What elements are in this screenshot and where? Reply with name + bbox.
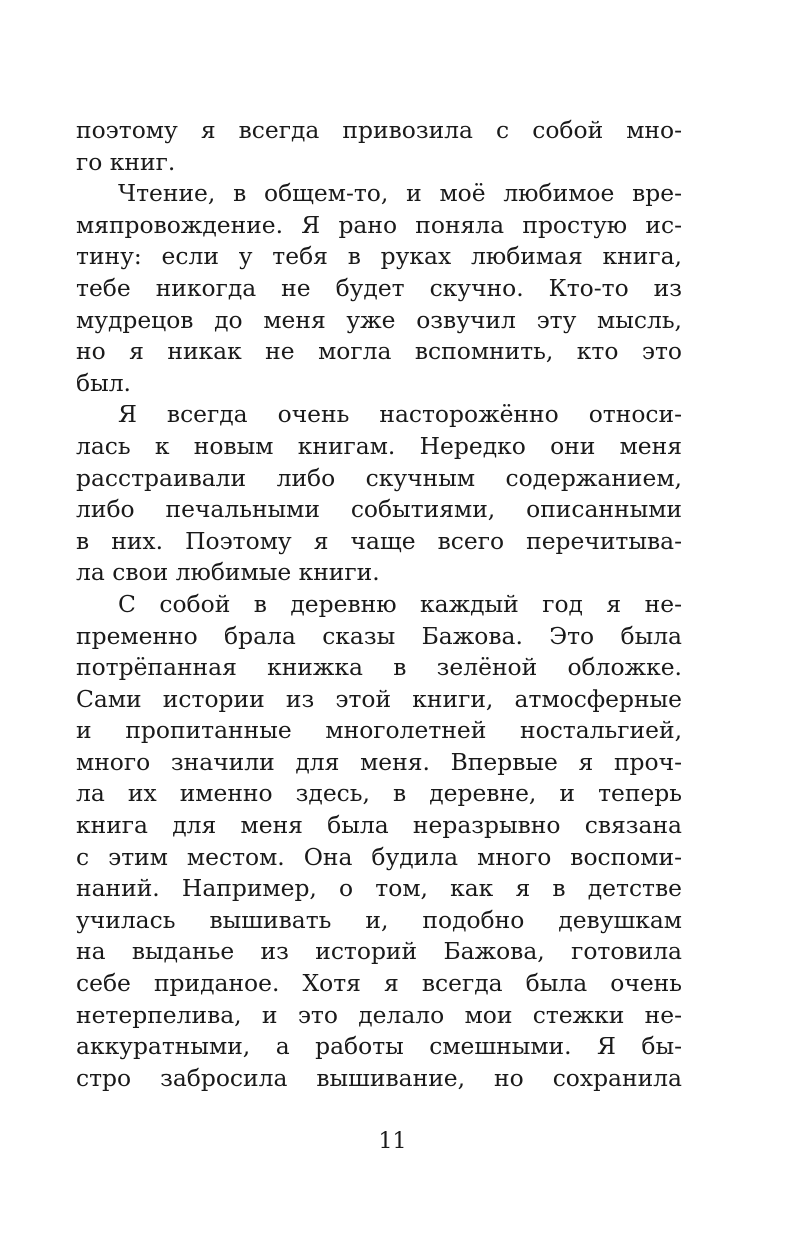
page-number: 11 xyxy=(378,1129,407,1154)
text-line: лась к новым книгам. Нередко они меня xyxy=(76,431,682,460)
text-line: ла их именно здесь, в деревне, и теперь xyxy=(76,779,682,808)
text-line: пременно брала сказы Бажова. Это была xyxy=(76,621,682,650)
text-line: себе приданое. Хотя я всегда была очень xyxy=(76,969,682,998)
text-line: тебе никогда не будет скучно. Кто-то из xyxy=(76,273,682,302)
text-line: с этим местом. Она будила много воспоми- xyxy=(76,842,682,871)
text-line: был. xyxy=(76,368,131,397)
text-line: но я никак не могла вспомнить, кто это xyxy=(76,337,682,366)
text-line: ла свои любимые книги. xyxy=(76,558,380,587)
text-line: Я всегда очень насторожённо относи- xyxy=(118,400,682,429)
text-line: го книг. xyxy=(76,147,176,176)
text-line: и пропитанные многолетней ностальгией, xyxy=(76,716,682,745)
text-line: в них. Поэтому я чаще всего перечитыва- xyxy=(76,526,682,555)
text-line: много значили для меня. Впервые я проч- xyxy=(76,747,682,776)
text-line: на выданье из историй Бажова, готовила xyxy=(76,937,682,966)
text-line: наний. Например, о том, как я в детстве xyxy=(76,874,682,903)
text-line: училась вышивать и, подобно девушкам xyxy=(76,905,682,934)
text-line: тину: если у тебя в руках любимая книга, xyxy=(76,242,682,271)
text-line: поэтому я всегда привозила с собой мно- xyxy=(76,116,682,144)
text-line: Чтение, в общем-то, и моё любимое вре- xyxy=(118,179,682,208)
body-text xyxy=(76,115,682,1094)
text-line: стро забросила вышивание, но сохранила xyxy=(76,1063,682,1092)
text-line: книга для меня была неразрывно связана xyxy=(76,811,682,840)
text-line: мудрецов до меня уже озвучил эту мысль, xyxy=(76,305,682,334)
text-line: потрёпанная книжка в зелёной обложке. xyxy=(76,653,682,682)
text-line: либо печальными событиями, описанными xyxy=(76,495,682,524)
text-line: аккуратными, а работы смешными. Я бы- xyxy=(76,1032,682,1061)
text-line: Сами истории из этой книги, атмосферные xyxy=(76,684,682,713)
text-line: нетерпелива, и это делало мои стежки не- xyxy=(76,1000,682,1029)
text-line: мяпровождение. Я рано поняла простую ис- xyxy=(76,210,682,239)
text-line: расстраивали либо скучным содержанием, xyxy=(76,463,682,492)
text-line: С собой в деревню каждый год я не- xyxy=(118,589,682,618)
